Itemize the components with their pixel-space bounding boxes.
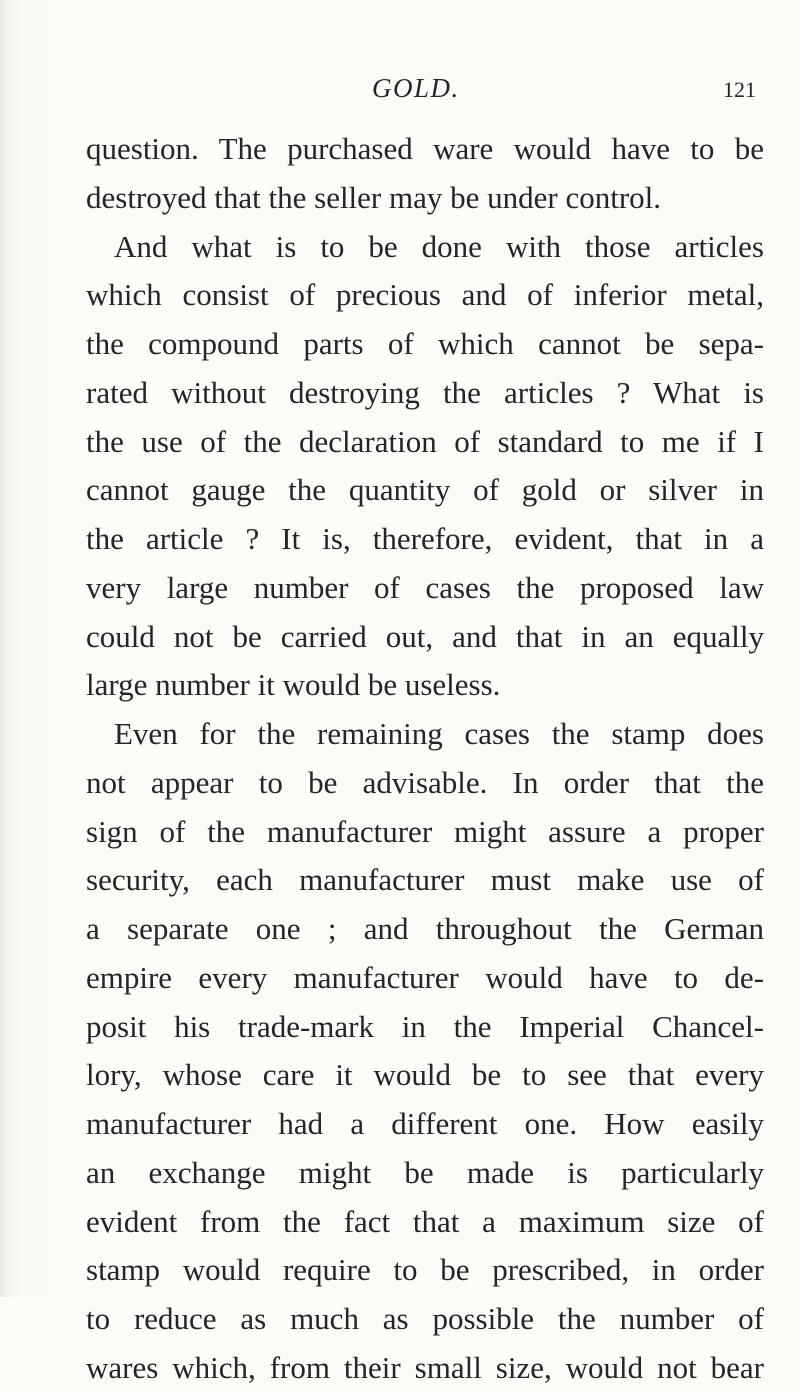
text-line: the use of the declaration of standard to me if I	[86, 423, 764, 459]
text-line: which consist of precious and of inferior metal,	[86, 277, 764, 313]
text-line: stamp would require to be prescribed, in order	[86, 1252, 764, 1288]
text-line: the article ? It is, therefore, evident, that in a	[86, 521, 764, 556]
text-line: the compound parts of which cannot be sepa-	[86, 326, 764, 361]
text-line: evident from the fact that a maximum size of	[86, 1203, 764, 1239]
text-line: empire every manufacturer would have to de-	[86, 959, 764, 995]
text-line: security, each manufacturer must make use of	[86, 862, 764, 898]
text-line: not appear to be advisable. In order that the	[86, 764, 764, 800]
body-text	[86, 125, 764, 1393]
text-line: to reduce as much as possible the number of	[86, 1301, 764, 1336]
text-line: question. The purchased ware would have to be	[86, 131, 764, 166]
text-line: posit his trade-mark in the Imperial Chancel-	[86, 1008, 764, 1044]
text-line: very large number of cases the proposed law	[86, 569, 764, 605]
text-line: sign of the manufacturer might assure a proper	[86, 813, 764, 849]
text-line: Even for the remaining cases the stamp does	[114, 716, 764, 751]
page-number: 121	[723, 77, 756, 102]
running-head	[0, 68, 800, 108]
text-line: could not be carried out, and that in an equally	[86, 618, 764, 654]
text-line: destroyed that the seller may be under control.	[86, 179, 662, 215]
text-line: manufacturer had a different one. How easily	[86, 1106, 764, 1141]
text-line: wares which, from their small size, would not bear	[86, 1349, 764, 1385]
text-line: rated without destroying the articles ? What is	[86, 374, 764, 410]
text-line: a separate one ; and throughout the German	[86, 911, 764, 946]
running-title: GOLD.	[372, 73, 460, 103]
text-line: lory, whose care it would be to see that every	[86, 1057, 764, 1093]
text-line: large number it would be useless.	[86, 667, 501, 703]
text-line: And what is to be done with those articles	[114, 228, 764, 264]
text-line: cannot gauge the quantity of gold or silver in	[86, 472, 764, 508]
text-line: an exchange might be made is particularly	[86, 1154, 764, 1190]
